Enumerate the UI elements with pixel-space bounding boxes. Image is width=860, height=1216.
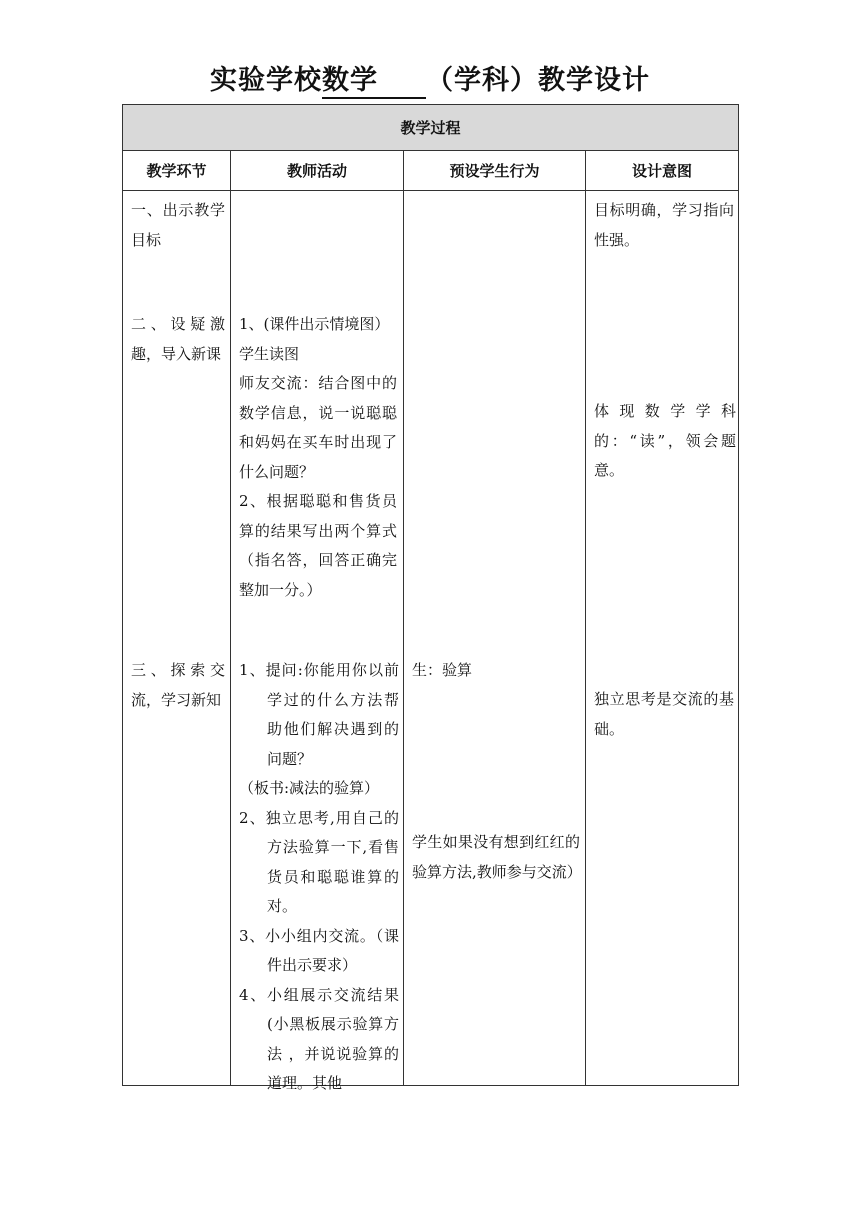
title-school: 实验学校 (210, 65, 322, 96)
teacher-activity-2 (239, 310, 397, 605)
student-item: 学生如果没有想到红红的验算方法,教师参与交流） (412, 833, 582, 881)
teacher-item: （板书:减法的验算） (239, 779, 380, 797)
stage-1: 一、出示教学目标 (131, 201, 225, 249)
teacher-item: 1、(课件出示情境图）学生读图 (239, 315, 390, 363)
teacher-item: 4、小组展示交流结果(小黑板展示验算方法 ，并说说验算的道理。其他 (239, 985, 399, 1092)
table-header: 教学过程 (123, 105, 738, 151)
column-header-stage: 教学环节 (123, 151, 230, 191)
teacher-item: 2、根据聪聪和售货员算的结果写出两个算式（指名答，回答正确完整加一分。） (239, 492, 397, 599)
column-header-teacher: 教师活动 (231, 151, 403, 191)
lesson-table (122, 104, 739, 1092)
intent-3: 独立思考是交流的基础。 (594, 690, 734, 738)
intent-1: 目标明确，学习指向性强。 (594, 201, 734, 249)
intent-2: 体现数学学科的：“读”，领会题意。 (594, 402, 736, 479)
column-header-intent: 设计意图 (586, 151, 738, 191)
title-subject: 数学 (322, 65, 426, 99)
stage-2: 二、设疑激趣，导入新课 (131, 315, 225, 363)
teacher-activity-3 (239, 656, 399, 1099)
column-divider (403, 151, 404, 1085)
teacher-item: 2、独立思考,用自己的方法验算一下,看售货员和聪聪谁算的对。 (239, 808, 399, 915)
column-divider (585, 151, 586, 1085)
student-item: 生：验算 (412, 661, 473, 679)
teacher-item: 师友交流：结合图中的数学信息，说一说聪聪和妈妈在买车时出现了什么问题？ (239, 374, 397, 481)
title-rest: （学科）教学设计 (426, 65, 650, 96)
teacher-item: 3、小小组内交流。（课件出示要求） (239, 926, 399, 974)
stage-3: 三、探索交流，学习新知 (131, 661, 225, 709)
document-title (0, 58, 860, 99)
column-divider (230, 151, 231, 1085)
teacher-item: 1、提问:你能用你以前学过的什么方法帮助他们解决遇到的问题？ (239, 661, 399, 768)
column-header-student: 预设学生行为 (404, 151, 585, 191)
